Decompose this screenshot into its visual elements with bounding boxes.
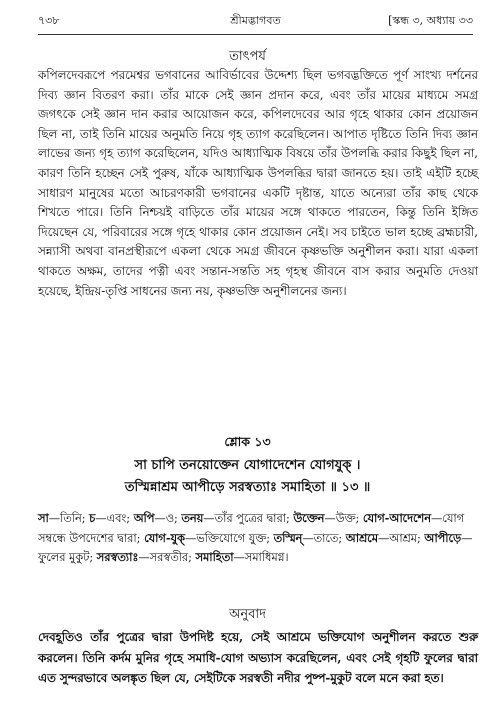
synonym-meaning: ফুলের মুকুট: [38, 551, 90, 564]
synonym-item: আশ্রমে—আশ্রম;: [345, 530, 425, 545]
synonym-item: যোগ-যুক্—ভক্তিযোগে যুক্ত;: [144, 530, 274, 545]
synonym-meaning: তাতে: [313, 531, 339, 545]
synonym-meaning: তিনি: [60, 512, 82, 525]
translation-heading: অনুবাদ: [229, 607, 266, 622]
synonym-item: যোগ-আদেশেন—যোগ সম্বন্ধে উপদেশের দ্বারা;: [38, 511, 465, 545]
page-header: [38, 12, 473, 30]
synonym-item: সরস্বত্যাঃ—সরস্বতীর;: [96, 550, 196, 564]
synonym-term: সা: [38, 511, 49, 525]
synonym-meaning: ভক্তিযোগে যুক্ত: [196, 531, 267, 545]
synonym-meaning: এবং: [106, 512, 127, 525]
synonym-term: চ: [89, 511, 96, 525]
synonym-term: আশ্রমে: [345, 530, 378, 545]
synonym-item: তনয়—তাঁর পুত্রের দ্বারা;: [181, 511, 294, 525]
synonym-term: তনয়: [181, 511, 204, 525]
synonym-term: তস্মিন্: [273, 530, 303, 545]
synonym-item: সা—তিনি;: [38, 511, 90, 525]
synonym-meaning: সমাধিমগ্ন: [244, 551, 285, 564]
synonym-term: উক্তেন: [293, 511, 325, 525]
purport-text: কপিলদেবরূপে পরমেশ্বর ভগবানের আবির্ভাবের উদ্দেশ্য ছিল ভগবদ্ভক্তিতে পূর্ণ সাংখ্য দর্শনের দিব্য জ্ঞান বিতরণ করা। তাঁর মাকে সেই জ্ঞান প্রদান করে, এবং তাঁর মায়ের মাধ্যমে সমগ্র জগৎকে সেই জ্ঞান দান করার আয়োজন করে, কপিলদেবের আর গৃহে থাকার কোন প্রয়োজন ছিল না, তাই তিনি মায়ের অনুমতি নিয়ে গৃহ ত্যাগ করেছিলেন। আপাত দৃষ্টিতে তিনি দিব্য জ্ঞান লাভের জন্য গৃহ ত্যাগ করেছিলেন, যদিও আধ্যাত্মিক বিষয়ে তাঁর উপলব্ধি করার কিছুই ছিল না, কারণ তিনি হচ্ছেন সেই পুরুষ, যাঁকে আধ্যাত্মিক উপলব্ধির দ্বারা জানতে হয়। তাই এইটি হচ্ছে সাধারণ মানুষের মতো আচরণকারী ভগবানের একটি দৃষ্টান্ত, যাতে অন্যেরা তাঁর কাছ থেকে শিখতে পারে। তিনি নিশ্চয়ই বাড়িতে তাঁর মায়ের সঙ্গে থাকতে পারতেন, কিন্তু তিনি ইঙ্গিত দিয়েছেন যে, পরিবারের সঙ্গে গৃহে থাকার কোন প্রয়োজন নেই। সব চাইতে ভাল হচ্ছে ব্রহ্মচারী, সন্ন্যাসী অথবা বানপ্রস্থীরূপে একলা থেকে সমগ্র জীবনে কৃষ্ণভক্তি অনুশীলন করা। যারা একলা থাকতে অক্ষম, তাদের পত্নী এবং সন্তান-সন্ততি সহ গৃহস্থ জীবনে বাস করার অনুমতি দেওয়া হয়েছে, ইন্দ্রিয়-তৃপ্তি সাধনের জন্য নয়, কৃষ্ণভক্তি অনুশীলনের জন্য।: [38, 68, 478, 298]
synonym-item: আপীড়ে—ফুলের মুকুট;: [38, 530, 473, 564]
verse-line-2: তস্মিন্নাশ্রম আপীড়ে সরস্বত্যাঃ সমাহিতা ॥ ১৩ ॥: [124, 480, 371, 495]
synonym-item: অপি—ও;: [133, 511, 182, 525]
header-rule: [38, 34, 473, 35]
synonym-meaning: সরস্বতীর: [149, 551, 189, 564]
synonym-meaning: তাঁর পুত্রের দ্বারা: [214, 512, 286, 525]
synonym-meaning: ও: [165, 512, 175, 525]
synonym-item: উক্তেন—উক্ত;: [293, 511, 363, 525]
synonym-term: আপীড়ে: [424, 530, 462, 545]
synonym-term: সরস্বত্যাঃ: [96, 550, 139, 564]
page-number: ৭৩৮: [38, 14, 60, 27]
synonym-term: সমাহিতা: [195, 550, 234, 564]
synonym-meaning: উক্ত: [335, 512, 356, 525]
synonym-term: যোগ-যুক্: [144, 530, 185, 545]
verse-line-1: সা চাপি তনয়োক্তেন যোগাদেশেন যোগযুক্ ।: [134, 458, 361, 473]
synonym-meaning: যোগ সম্বন্ধে উপদেশের দ্বারা: [38, 512, 465, 545]
synonyms-block: [38, 509, 478, 568]
synonym-item: তস্মিন্—তাতে;: [273, 530, 346, 545]
verse-number: শ্লোক ১৩: [224, 434, 271, 449]
chapter-reference: [স্কন্ধ ৩, অধ্যায় ৩৩: [388, 14, 473, 27]
synonym-item: সমাহিতা—সমাধিমগ্ন।: [195, 550, 289, 564]
synonym-meaning: আশ্রম: [389, 531, 417, 545]
purport-heading: তাৎপর্য: [229, 49, 266, 64]
translation-text: দেবহূতিও তাঁর পুত্রের দ্বারা উপদিষ্ট হয়ে, সেই আশ্রমে ভক্তিযোগ অনুশীলন করতে শুরু করলেন। তিনি কর্দম মুনির গৃহে সমাধি-যোগ অভ্যাস করেছিলেন, এবং সেই গৃহটি ফুলের দ্বারা এত সুন্দরভাবে অলঙ্কৃত ছিল যে, সেইটিকে সরস্বতী নদীর পুষ্প-মুকুট বলে মনে করা হত।: [38, 630, 478, 685]
synonym-term: যোগ-আদেশেন: [362, 511, 431, 525]
book-title: শ্রীমদ্ভাগবত: [230, 14, 281, 27]
synonym-term: অপি: [133, 511, 155, 525]
synonym-item: চ—এবং;: [89, 511, 134, 525]
